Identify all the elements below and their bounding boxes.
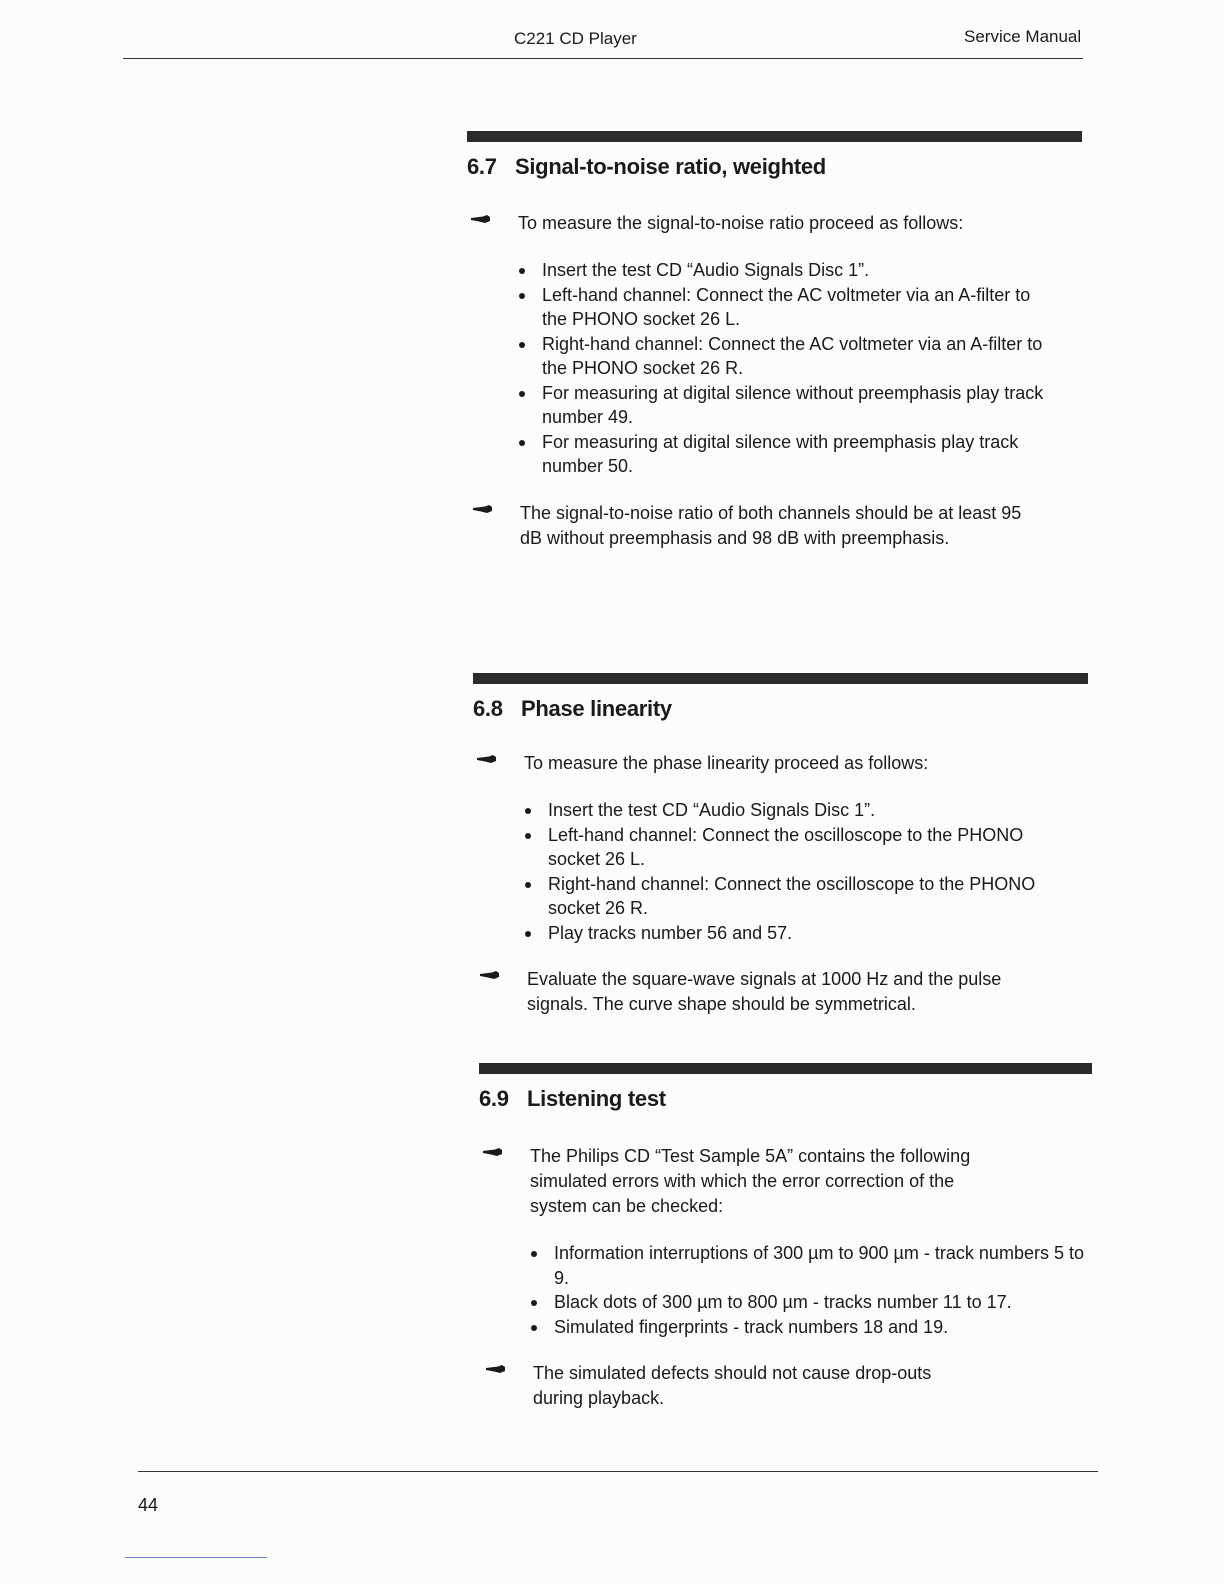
list-item: Black dots of 300 µm to 800 µm - tracks number 11 to 17. <box>526 1290 1091 1315</box>
list-item: Information interruptions of 300 µm to 900 µm - track numbers 5 to 9. <box>526 1241 1091 1290</box>
list-item: Left-hand channel: Connect the oscilloscope to the PHONO socket 26 L. <box>520 823 1060 872</box>
list-item: Right-hand channel: Connect the AC voltmeter via an A-filter to the PHONO socket 26 R. <box>514 332 1059 381</box>
list-item: Insert the test CD “Audio Signals Disc 1”. <box>520 798 1060 823</box>
procedure-list <box>520 798 1060 945</box>
result-note <box>476 967 1047 1017</box>
section-bar <box>479 1063 1092 1074</box>
section-bar <box>473 673 1088 684</box>
section-heading <box>473 696 1088 722</box>
list-item: For measuring at digital silence with preemphasis play track number 50. <box>514 430 1059 479</box>
section-6-9 <box>479 1063 1092 1411</box>
intro-text: To measure the signal-to-noise ratio proceed as follows: <box>518 213 964 233</box>
result-text: Evaluate the square-wave signals at 1000 Hz and the pulse signals. The curve shape should be symmetrical. <box>527 969 1002 1014</box>
result-note <box>469 501 1035 551</box>
section-6-8 <box>473 673 1088 1017</box>
pointing-hand-icon <box>486 1364 505 1374</box>
header-model: C221 CD Player <box>514 29 637 48</box>
section-bar <box>467 131 1082 142</box>
header-manual-title: Service Manual <box>964 27 1082 46</box>
result-note <box>482 1361 983 1411</box>
procedure-list <box>514 258 1059 479</box>
list-item: Play tracks number 56 and 57. <box>520 921 1060 946</box>
section-6-7 <box>467 131 1082 551</box>
section-title: Listening test <box>527 1086 666 1111</box>
footer-rule <box>138 1471 1098 1472</box>
list-item: Right-hand channel: Connect the oscilloscope to the PHONO socket 26 R. <box>520 872 1060 921</box>
list-item: Simulated fingerprints - track numbers 18 and 19. <box>526 1315 1091 1340</box>
section-heading <box>479 1086 1092 1112</box>
intro-text: To measure the phase linearity proceed as follows: <box>524 753 929 773</box>
pointing-hand-icon <box>471 214 490 224</box>
pointing-hand-icon <box>480 970 499 980</box>
section-number: 6.7 <box>467 154 497 179</box>
page-number: 44 <box>138 1495 159 1515</box>
result-text: The signal-to-noise ratio of both channels should be at least 95 dB without preemphasis and 98 dB with preemphasis. <box>520 502 1022 548</box>
intro-text: The Philips CD “Test Sample 5A” contains the following simulated errors with which the error correction of the system can be checked: <box>530 1146 971 1216</box>
intro-note <box>479 1144 1000 1219</box>
section-number: 6.9 <box>479 1086 509 1111</box>
list-item: Left-hand channel: Connect the AC voltmeter via an A-filter to the PHONO socket 26 L. <box>514 283 1059 332</box>
list-item: For measuring at digital silence without preemphasis play track number 49. <box>514 381 1059 430</box>
edge-mark <box>125 1557 267 1558</box>
section-title: Signal-to-noise ratio, weighted <box>515 154 826 179</box>
intro-note <box>473 751 1088 776</box>
list-item: Insert the test CD “Audio Signals Disc 1”. <box>514 258 1059 283</box>
section-number: 6.8 <box>473 696 503 721</box>
header-rule <box>123 58 1083 59</box>
section-heading <box>467 154 1082 180</box>
intro-note <box>467 211 1082 236</box>
result-text: The simulated defects should not cause drop-outs during playback. <box>533 1363 932 1408</box>
pointing-hand-icon <box>473 504 492 514</box>
pointing-hand-icon <box>483 1147 502 1157</box>
procedure-list <box>526 1241 1091 1339</box>
section-title: Phase linearity <box>521 696 672 721</box>
pointing-hand-icon <box>477 754 496 764</box>
